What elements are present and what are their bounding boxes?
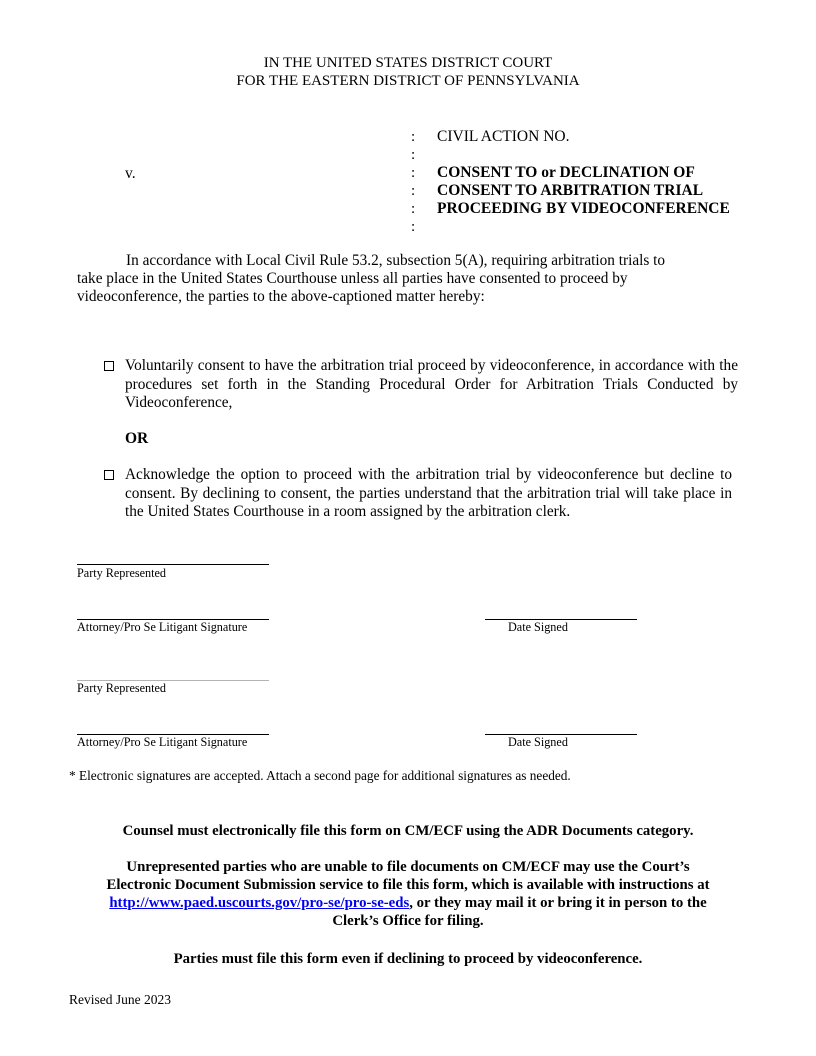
unrepresented-notice-line4: Clerk’s Office for filing. (332, 913, 484, 929)
unrepresented-notice-line3 (0, 895, 816, 912)
party-represented-label: Party Represented (77, 681, 167, 695)
counsel-filing-notice: Counsel must electronically file this form on CM/ECF using the ADR Documents category. (122, 823, 694, 839)
date-signed-label: Date Signed (508, 735, 568, 749)
caption-colon: : (411, 147, 416, 163)
date-signed-label: Date Signed (508, 620, 568, 634)
document-title-line1: CONSENT TO or DECLINATION OF (437, 164, 695, 181)
caption-colon: : (411, 219, 416, 235)
caption-colon: : (411, 201, 416, 217)
caption-colon: : (411, 183, 416, 199)
consent-checkbox[interactable] (104, 361, 114, 371)
party-represented-label: Party Represented (77, 566, 167, 580)
court-name-line2: FOR THE EASTERN DISTRICT OF PENNSYLVANIA (236, 73, 580, 89)
decline-checkbox[interactable] (104, 470, 114, 480)
electronic-signature-note: * Electronic signatures are accepted. Attach a second page for additional signatures as needed. (69, 768, 571, 783)
or-separator: OR (125, 430, 149, 447)
parties-must-file-notice: Parties must file this form even if declining to proceed by videoconference. (173, 951, 643, 967)
decline-option-text: Acknowledge the option to proceed with the arbitration trial by videoconference but decline to consent. By declining to consent, the parties understand that the arbitration trial will take place in the United States Courthouse in a room assigned by the arbitration clerk. (125, 466, 732, 520)
intro-line2: take place in the United States Courthouse unless all parties have consented to proceed by (77, 270, 628, 287)
intro-line3: videoconference, the parties to the above-captioned matter hereby: (77, 288, 485, 305)
unrepresented-notice-line1: Unrepresented parties who are unable to file documents on CM/ECF may use the Court’s (126, 859, 690, 875)
document-title-line3: PROCEEDING BY VIDEOCONFERENCE (437, 200, 730, 217)
document-title-line2: CONSENT TO ARBITRATION TRIAL (437, 182, 704, 199)
intro-line1: In accordance with Local Civil Rule 53.2, subsection 5(A), requiring arbitration trials to (126, 252, 666, 269)
attorney-signature-label: Attorney/Pro Se Litigant Signature (77, 735, 248, 749)
civil-action-label: CIVIL ACTION NO. (437, 128, 570, 145)
consent-option-text: Voluntarily consent to have the arbitration trial proceed by videoconference, in accordance with the procedures set forth in the Standing Procedural Order for Arbitration Trials Conducted by Videoconference, (125, 357, 738, 411)
versus-label: v. (125, 165, 136, 182)
pro-se-eds-link[interactable]: http://www.paed.uscourts.gov/pro-se/pro-se-eds (109, 895, 410, 911)
unrepresented-notice-line2: Electronic Document Submission service to file this form, which is available with instructions at (106, 877, 710, 893)
caption-colon: : (411, 165, 416, 181)
caption-colon: : (411, 129, 416, 145)
party-represented-line[interactable] (77, 564, 269, 565)
court-name-line1: IN THE UNITED STATES DISTRICT COURT (263, 55, 553, 71)
attorney-signature-label: Attorney/Pro Se Litigant Signature (77, 620, 248, 634)
unrepresented-notice-line3-rest: , or they may mail it or bring it in person to the (409, 895, 707, 911)
revised-date: Revised June 2023 (69, 992, 171, 1007)
